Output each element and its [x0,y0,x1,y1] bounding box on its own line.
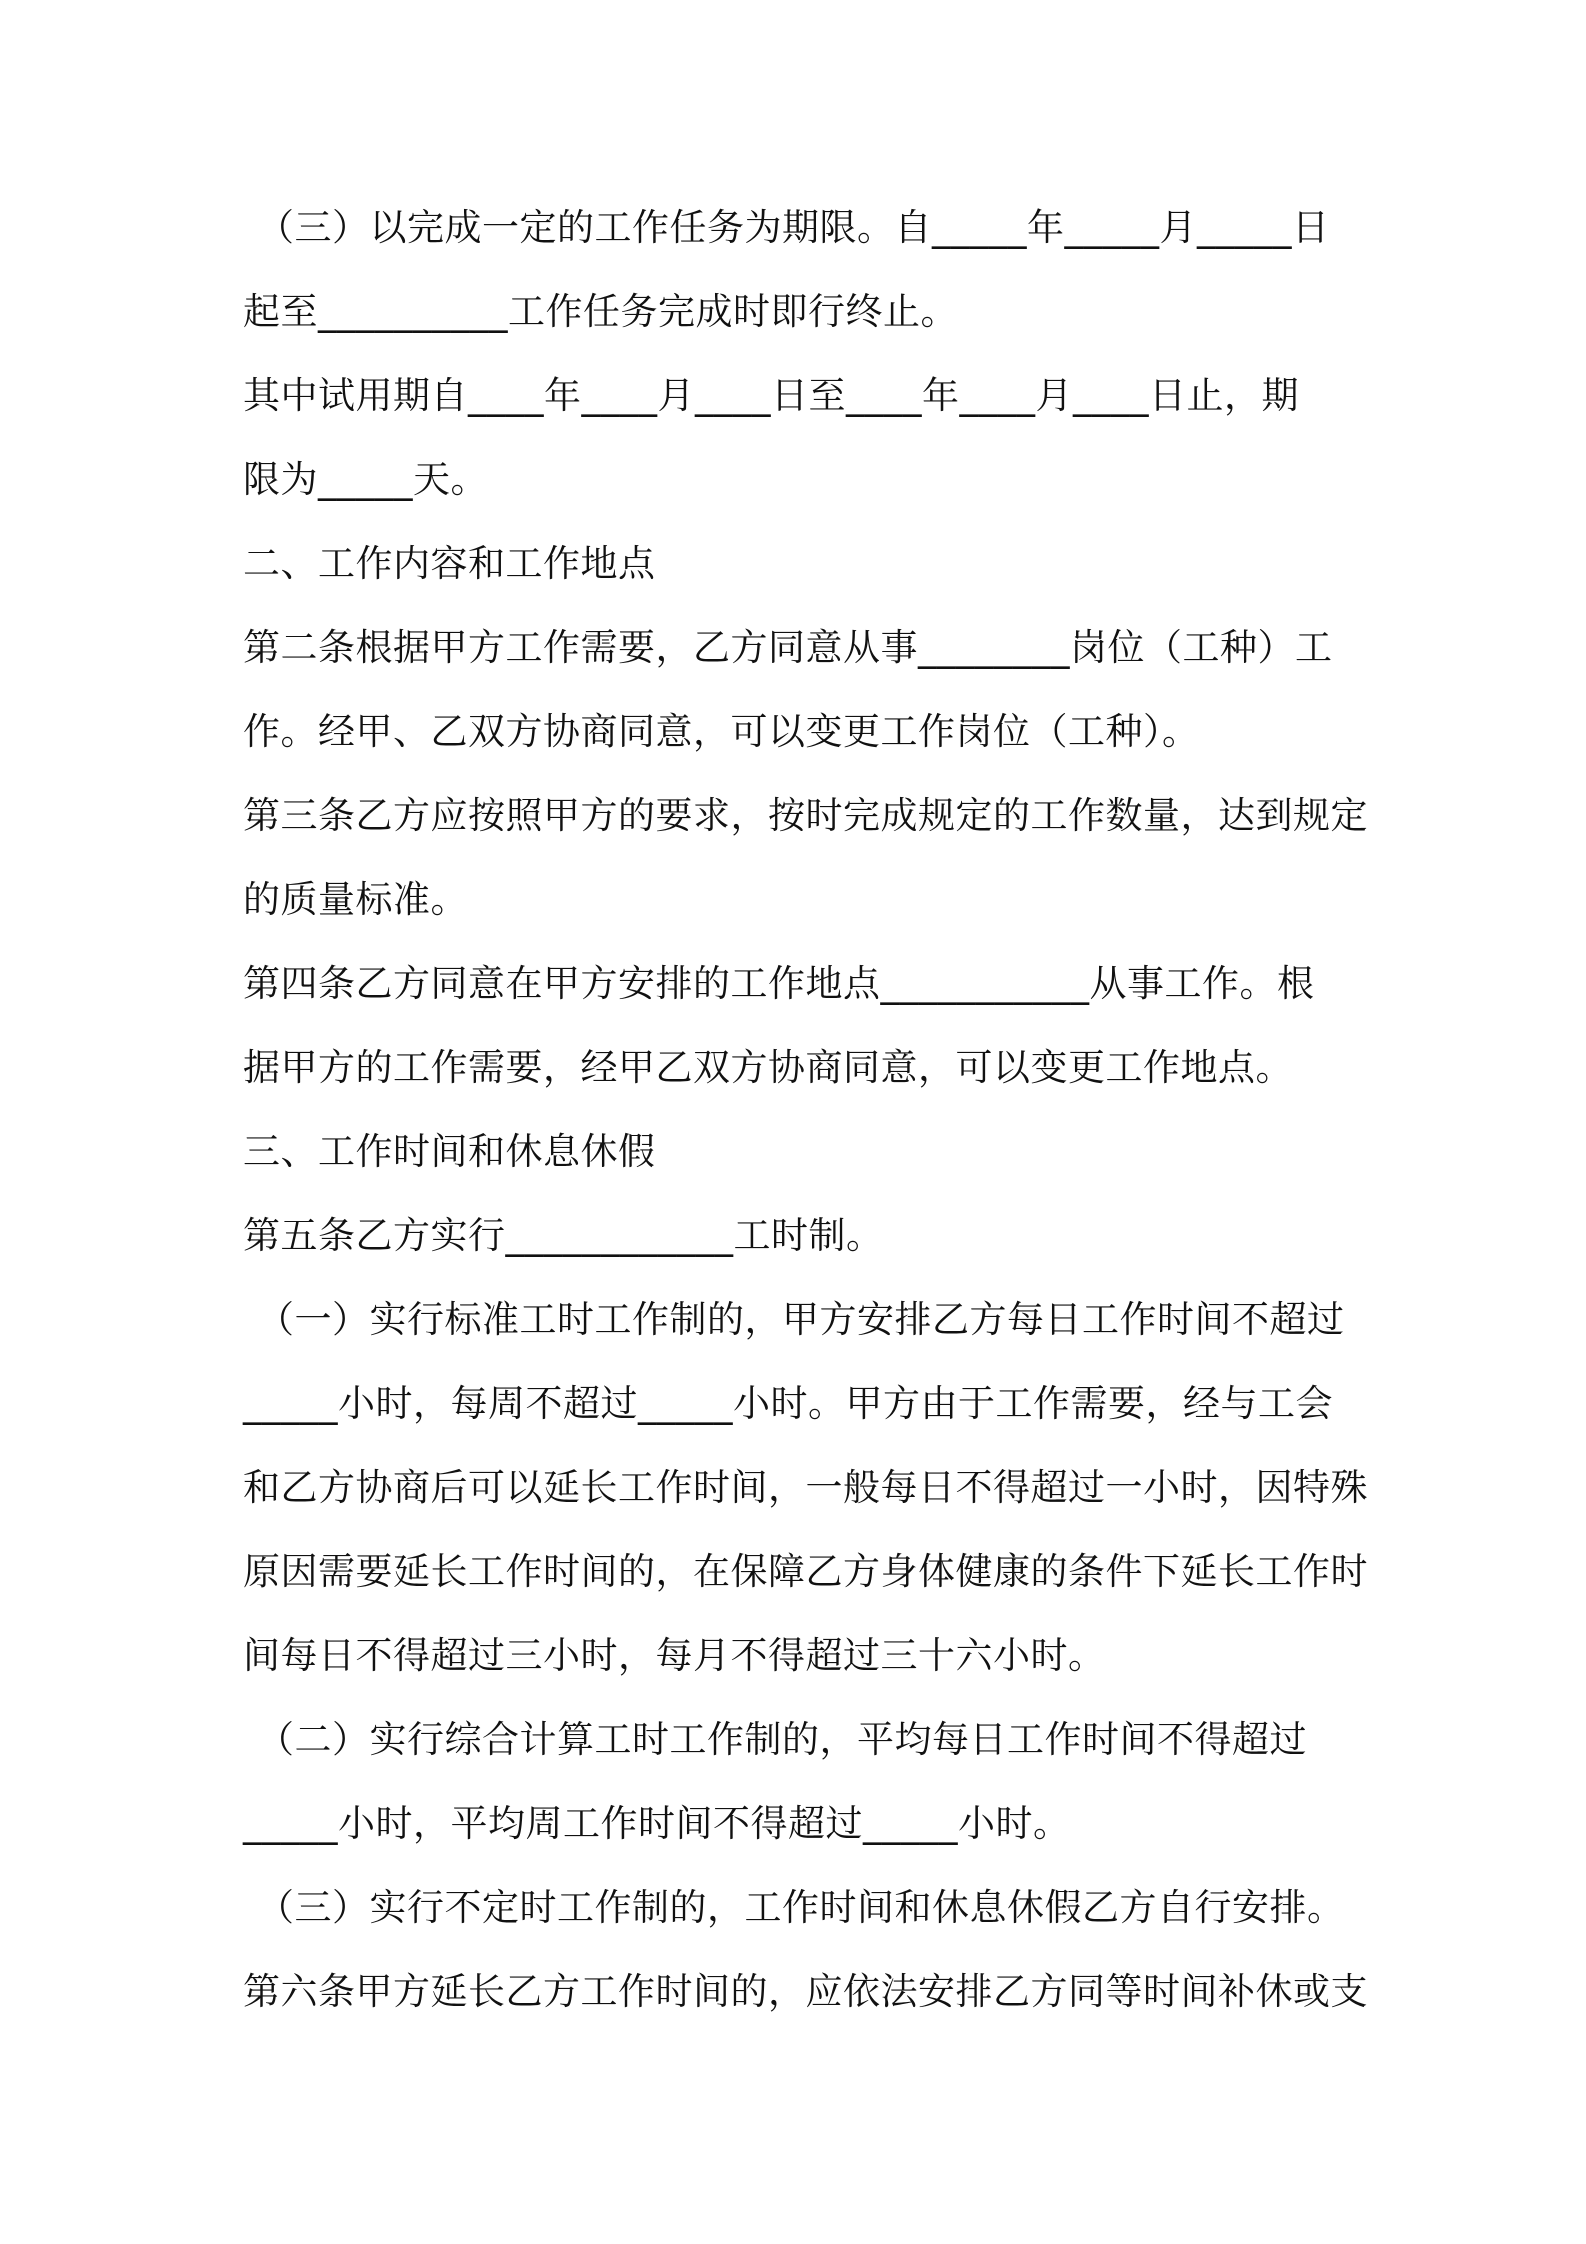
text-line: 间每日不得超过三小时，每月不得超过三十六小时。 [243,1634,1106,1677]
section-heading: 二、工作内容和工作地点 [243,542,656,585]
text-line: 原因需要延长工作时间的，在保障乙方身体健康的条件下延长工作时 [243,1550,1368,1593]
text-line: 第五条乙方实行____________工时制。 [243,1214,884,1257]
text-line: 其中试用期自____年____月____日至____年____月____日止，期 [243,374,1299,417]
text-line: 第二条根据甲方工作需要，乙方同意从事________岗位（工种）工 [243,626,1333,669]
text-line: 的质量标准。 [243,878,468,921]
text-line: 和乙方协商后可以延长工作时间，一般每日不得超过一小时，因特殊 [243,1466,1368,1509]
text-line: （三）以完成一定的工作任务为期限。自_____年_____月_____日 [257,206,1330,249]
text-line: （一）实行标准工时工作制的，甲方安排乙方每日工作时间不超过 [257,1298,1345,1341]
text-line: 据甲方的工作需要，经甲乙双方协商同意，可以变更工作地点。 [243,1046,1293,1089]
text-line: 作。经甲、乙双方协商同意，可以变更工作岗位（工种）。 [243,710,1200,753]
text-line: 限为_____天。 [243,458,488,501]
text-line: （三）实行不定时工作制的，工作时间和休息休假乙方自行安排。 [257,1886,1345,1929]
text-line: 第四条乙方同意在甲方安排的工作地点___________从事工作。根 [243,962,1315,1005]
text-line: _____小时，每周不超过_____小时。甲方由于工作需要，经与工会 [243,1382,1333,1425]
text-line: _____小时，平均周工作时间不得超过_____小时。 [243,1802,1071,1845]
text-line: 第三条乙方应按照甲方的要求，按时完成规定的工作数量，达到规定 [243,794,1368,837]
section-heading: 三、工作时间和休息休假 [243,1130,656,1173]
text-line: 第六条甲方延长乙方工作时间的，应依法安排乙方同等时间补休或支 [243,1970,1368,2013]
text-line: 起至__________工作任务完成时即行终止。 [243,290,958,333]
text-line: （二）实行综合计算工时工作制的，平均每日工作时间不得超过 [257,1718,1307,1761]
